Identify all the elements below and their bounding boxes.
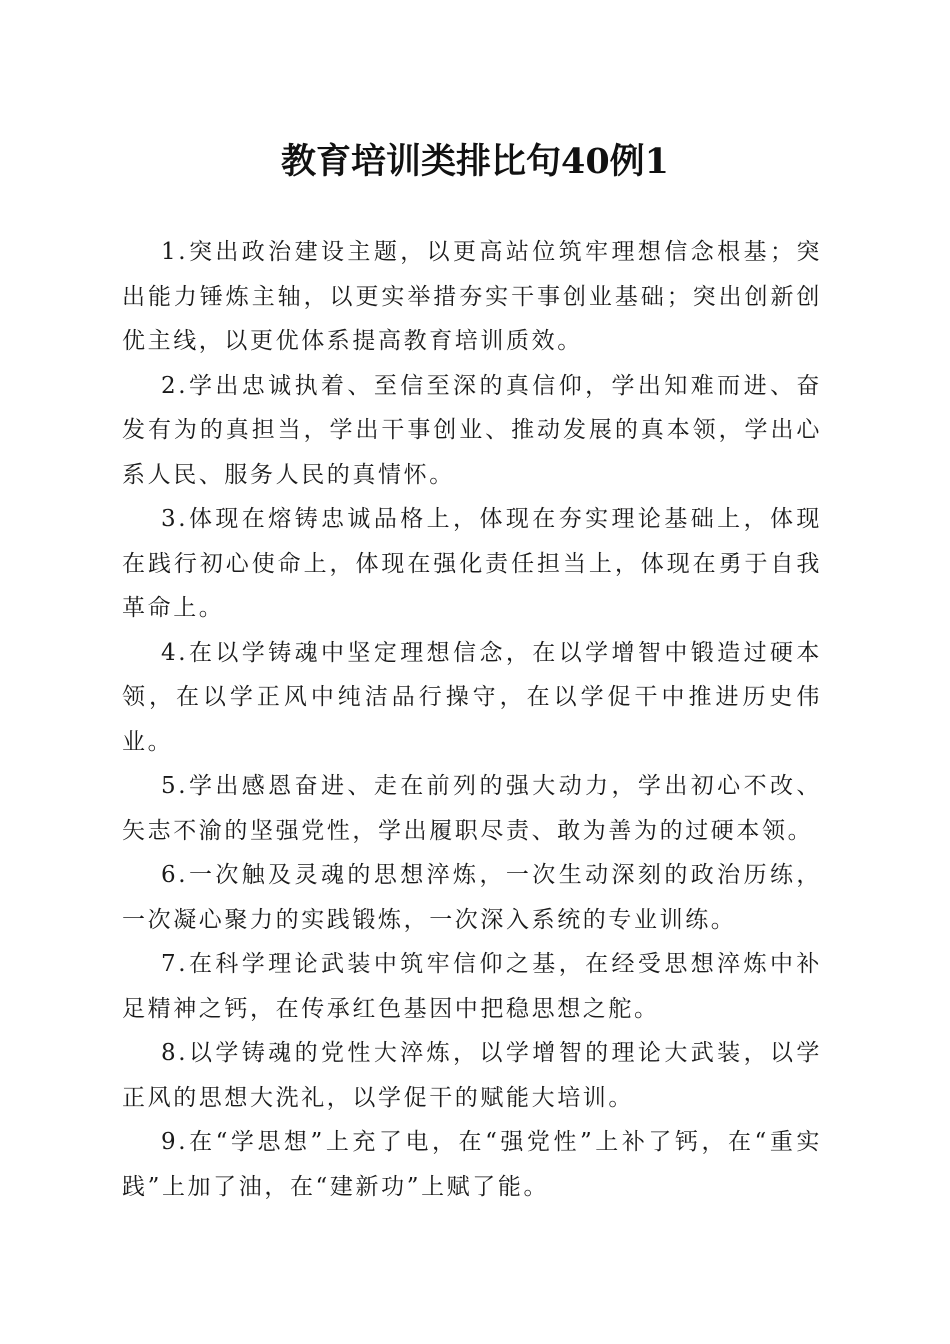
paragraph-1: 1.突出政治建设主题，以更高站位筑牢理想信念根基；突出能力锤炼主轴，以更实举措夯实干事创业基础；突出创新创优主线，以更优体系提高教育培训质效。 <box>122 239 822 354</box>
paragraph-3: 3.体现在熔铸忠诚品格上，体现在夯实理论基础上，体现在践行初心使命上，体现在强化责任担当上，体现在勇于自我革命上。 <box>122 506 822 621</box>
paragraph-2: 2.学出忠诚执着、至信至深的真信仰，学出知难而进、奋发有为的真担当，学出干事创业、推动发展的真本领，学出心系人民、服务人民的真情怀。 <box>122 372 822 488</box>
paragraph-5: 5.学出感恩奋进、走在前列的强大动力，学出初心不改、矢志不渝的坚强党性，学出履职尽责、敢为善为的过硬本领。 <box>122 773 822 844</box>
document-body <box>122 230 822 1209</box>
paragraph-7: 7.在科学理论武装中筑牢信仰之基，在经受思想淬炼中补足精神之钙，在传承红色基因中把稳思想之舵。 <box>122 951 822 1022</box>
paragraph-8: 8.以学铸魂的党性大淬炼，以学增智的理论大武装，以学正风的思想大洗礼，以学促干的赋能大培训。 <box>122 1040 822 1111</box>
paragraph-6: 6.一次触及灵魂的思想淬炼，一次生动深刻的政治历练，一次凝心聚力的实践锻炼，一次深入系统的专业训练。 <box>122 862 822 933</box>
paragraph-4: 4.在以学铸魂中坚定理想信念，在以学增智中锻造过硬本领，在以学正风中纯洁品行操守，在以学促干中推进历史伟业。 <box>122 639 822 755</box>
document-title: 教育培训类排比句40例1 <box>280 141 670 182</box>
paragraph-9: 9.在“学思想”上充了电，在“强党性”上补了钙，在“重实践”上加了油，在“建新功”上赋了能。 <box>122 1129 822 1200</box>
